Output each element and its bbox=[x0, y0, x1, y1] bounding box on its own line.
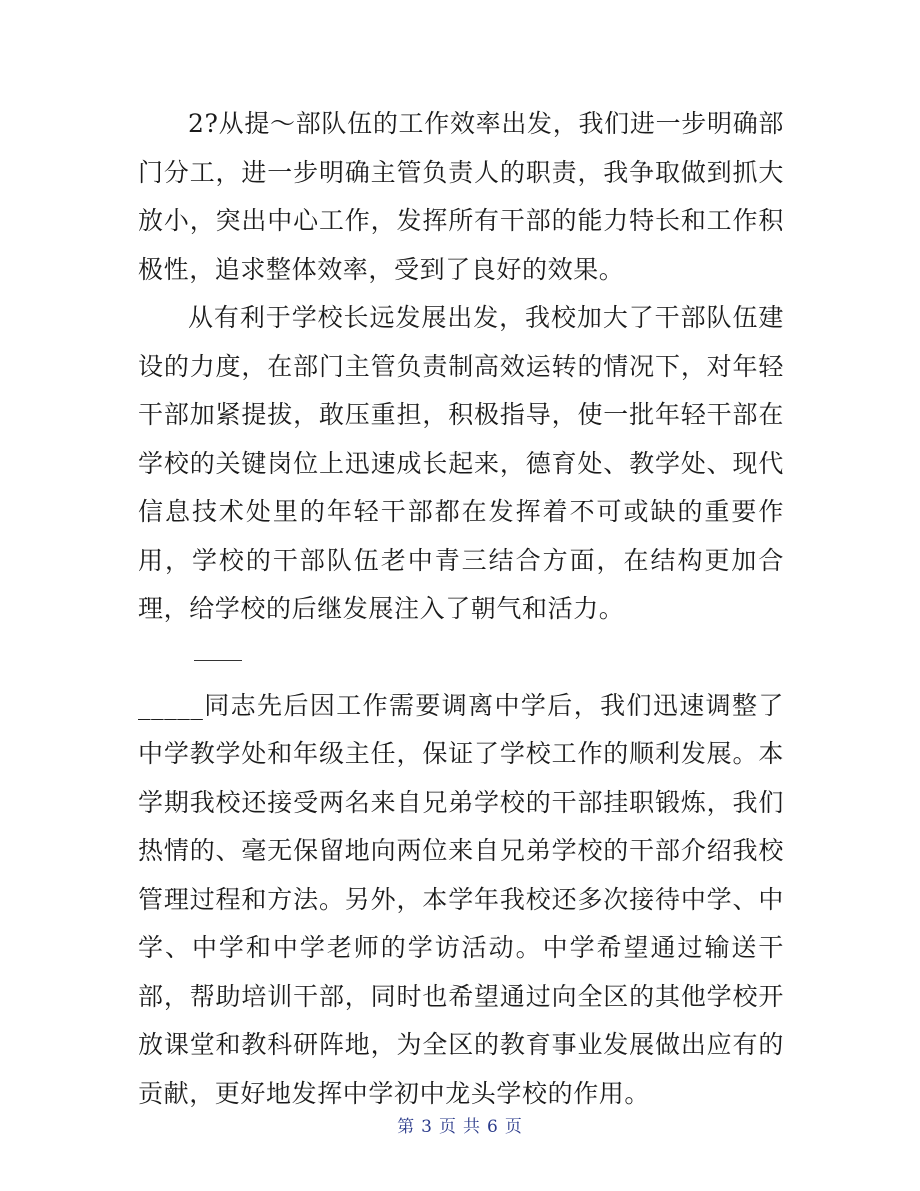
blank-underline bbox=[194, 660, 242, 661]
paragraph-cadre-building: 从有利于学校长远发展出发，我校加大了干部队伍建设的力度，在部门主管负责制高效运转的情况下，对年轻干部加紧提拔，敢压重担，积极指导，使一批年轻干部在学校的关键岗位上迅速成长起来，德育处、教学处、现代信息技术处里的年轻干部都在发挥着不可或缺的重要作用，学校的干部队伍老中青三结合方面，在结构更加合理，给学校的后继发展注入了朝气和活力。 bbox=[138, 303, 784, 623]
paragraph-efficiency: 2?从提～部队伍的工作效率出发，我们进一步明确部门分工，进一步明确主管负责人的职责，我争取做到抓大放小，突出中心工作，发挥所有干部的能力特长和工作积极性，追求整体效率，受到了良好的效果。 bbox=[138, 109, 784, 284]
footer-current-page: 3 bbox=[421, 1117, 433, 1137]
paragraph-transfer: _____同志先后因工作需要调离中学后，我们迅速调整了中学教学处和年级主任，保证了学校工作的顺利发展。本学期我校还接受两名来自兄弟学校的干部挂职锻炼，我们热情的、毫无保留地向两位来自兄弟学校的干部介绍我校管理过程和方法。另外，本学年我校还多次接待中学、中学、中学和中学老师的学访活动。中学希望通过输送干部，帮助培训干部，同时也希望通过向全区的其他学校开放课堂和教科研阵地，为全区的教育事业发展做出应有的贡献，更好地发挥中学初中龙头学校的作用。 bbox=[138, 690, 784, 1108]
footer-total-pages: 6 bbox=[487, 1117, 499, 1137]
page-footer bbox=[0, 1112, 920, 1137]
footer-prefix: 第 bbox=[397, 1117, 416, 1137]
footer-total-word: 共 bbox=[463, 1117, 481, 1137]
document-body bbox=[138, 100, 784, 1118]
footer-page-end: 页 bbox=[504, 1117, 523, 1137]
footer-page-word: 页 bbox=[439, 1117, 457, 1137]
blank-fill-line bbox=[138, 634, 784, 682]
